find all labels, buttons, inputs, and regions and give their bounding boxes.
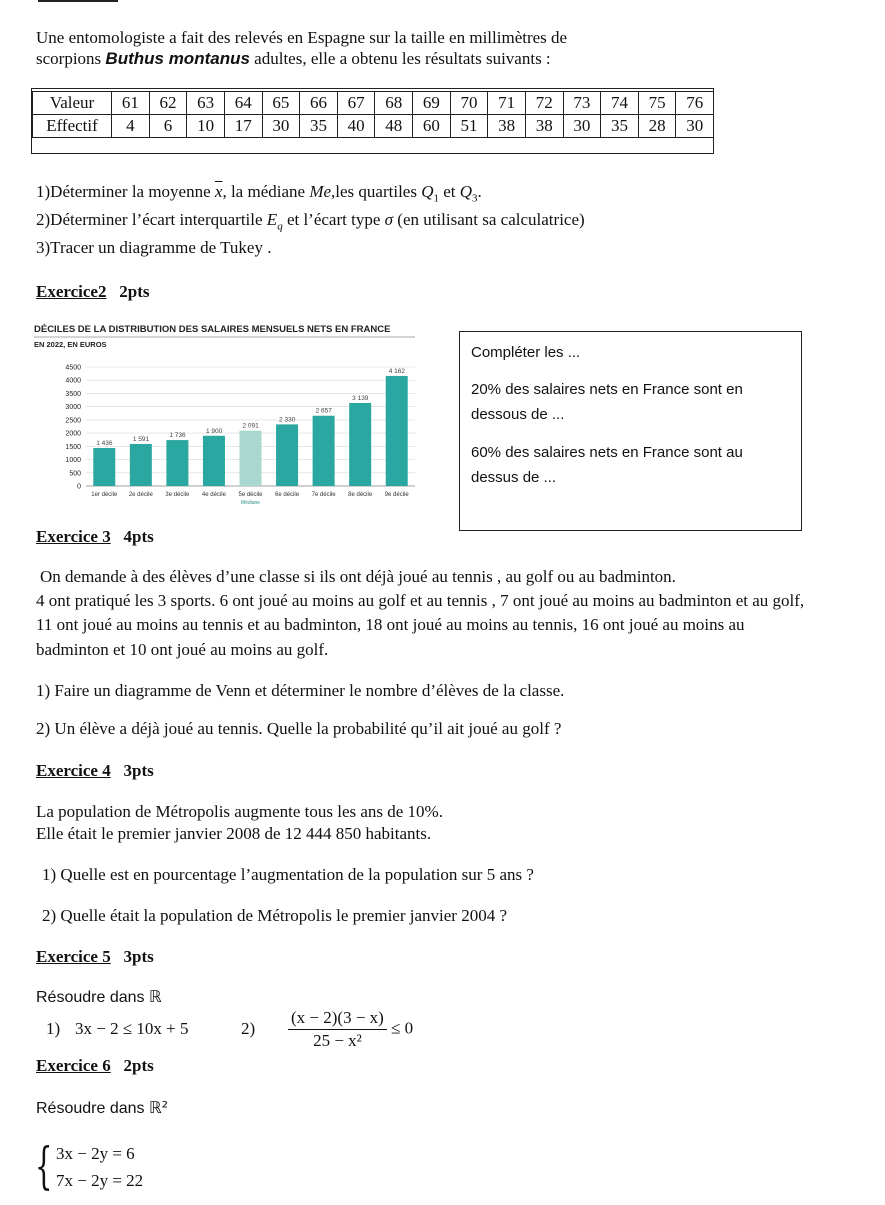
ex4-question-2: 2) Quelle était la population de Métropolis le premier janvier 2004 ?: [42, 906, 507, 925]
table-cell-value: 76: [676, 92, 714, 115]
ex6-intro: Résoudre dans ℝ²: [36, 1098, 169, 1117]
chart-value-label: 2 330: [279, 416, 296, 424]
chart-category-label: 4e décile: [201, 492, 226, 498]
table-cell-value: 74: [601, 92, 639, 115]
ex5-q1-label: 1): [46, 1019, 61, 1038]
box-line-3: 60% des salaires nets en France sont au: [471, 444, 743, 461]
chart-category-label: 7e décile: [311, 492, 336, 498]
chart-bar: [93, 448, 115, 486]
box-line-2: dessous de ...: [471, 406, 565, 423]
chart-category-label: 9e décile: [384, 492, 409, 498]
chart-bar: [313, 416, 335, 486]
ex3-question-1: 1) Faire un diagramme de Venn et déterminer le nombre d’élèves de la classe.: [36, 681, 565, 700]
ex4-paragraph-2: Elle était le premier janvier 2008 de 12 444 850 habitants.: [36, 824, 432, 843]
chart-y-tick-label: 4000: [65, 377, 81, 385]
table-row-counts: [33, 115, 714, 138]
chart-y-tick-label: 3000: [65, 404, 81, 412]
chart-bars: [93, 376, 407, 486]
system-equation-1: 3x − 2y = 6: [56, 1144, 135, 1163]
chart-y-tick-label: 500: [69, 470, 81, 478]
box-line-1: 20% des salaires nets en France sont en: [471, 381, 743, 398]
table-cell-count: 48: [375, 115, 413, 138]
ex3-paragraph-3: 11 ont joué au moins au tennis et au badminton, 18 ont joué au moins au tennis, 16 ont joué au moins au: [36, 615, 745, 634]
ex3-paragraph-4: badminton et 10 ont joué au moins au golf.: [36, 640, 329, 659]
chart-category-label: 2e décile: [128, 492, 153, 498]
mean-symbol: $\overline{x}$: [214, 182, 223, 201]
ex3-paragraph-2: 4 ont pratiqué les 3 sports. 6 ont joué au moins au golf et au tennis , 7 ont joué au moins au badminton et au golf,: [36, 591, 805, 610]
table-cell-value: 61: [112, 92, 150, 115]
chart-value-label: 1 436: [96, 440, 113, 448]
ex1-intro-line2: scorpions Buthus montanus adultes, elle a obtenu les résultats suivants :: [36, 49, 551, 68]
table-cell-value: 65: [262, 92, 300, 115]
fraction-denominator: 25 − x²: [313, 1031, 362, 1050]
table-cell-value: 70: [450, 92, 488, 115]
ex5-q1-inequality: 3x − 2 ≤ 10x + 5: [75, 1019, 189, 1038]
ex5-intro: Résoudre dans ℝ: [36, 987, 162, 1006]
table-cell-value: 64: [224, 92, 262, 115]
ex1-intro-line1: Une entomologiste a fait des relevés en Espagne sur la taille en millimètres de: [36, 28, 568, 47]
fraction-relation: ≤ 0: [391, 1018, 414, 1038]
ex4-paragraph-1: La population de Métropolis augmente tous les ans de 10%.: [36, 802, 443, 821]
ex5-q2-inequality: [288, 1007, 413, 1052]
ex4-heading: Exercice 4 3pts: [36, 761, 154, 780]
ex6-heading: Exercice 6 2pts: [36, 1056, 154, 1075]
table-row-values: [33, 92, 714, 115]
table-cell-count: 6: [149, 115, 187, 138]
table-cell-value: 62: [149, 92, 187, 115]
table-cell-value: 71: [488, 92, 526, 115]
chart-category-label: 8e décile: [348, 492, 373, 498]
data-table-frame: [31, 88, 714, 154]
table-cell-count: 38: [525, 115, 563, 138]
fraction-numerator: (x − 2)(3 − x): [288, 1007, 387, 1030]
chart-bar: [130, 444, 152, 486]
chart-value-label: 1 736: [169, 432, 186, 440]
chart-y-tick-label: 2000: [65, 430, 81, 438]
chart-category-label: 5e décile: [238, 492, 263, 498]
table-cell-value: 69: [413, 92, 451, 115]
table-cell-count: 17: [224, 115, 262, 138]
ex1-question-1: 1)Déterminer la moyenne $\overline{x}$, la médiane Me,les quartiles $Q_1$ et $Q_3$.: [36, 182, 482, 205]
chart-value-label: 2 091: [242, 422, 259, 430]
ex3-heading: Exercice 3 4pts: [36, 527, 154, 546]
ex2-heading: Exercice2 2pts: [36, 282, 150, 301]
chart-bar: [386, 376, 408, 486]
chart-y-tick-label: 3500: [65, 390, 81, 398]
table-cell-count: 30: [563, 115, 601, 138]
chart-value-label: 1 900: [205, 427, 223, 435]
table-cell-count: 51: [450, 115, 488, 138]
table-cell-count: 35: [601, 115, 639, 138]
table-cell-value: 66: [300, 92, 338, 115]
table-cell-count: 28: [638, 115, 676, 138]
table-cell-count: 4: [112, 115, 150, 138]
complete-box: [459, 331, 802, 531]
table-cell-value: 68: [375, 92, 413, 115]
ex1-question-3: 3)Tracer un diagramme de Tukey .: [36, 238, 272, 257]
chart-y-tick-label: 2500: [65, 417, 81, 425]
table-cell-count: 38: [488, 115, 526, 138]
box-title: Compléter les ...: [471, 344, 581, 361]
table-cell-count: 10: [187, 115, 225, 138]
chart-y-tick-label: 1500: [65, 443, 81, 451]
chart-title: DÉCILES DE LA DISTRIBUTION DES SALAIRES MENSUELS NETS EN FRANCE: [34, 324, 391, 335]
chart-bar: [276, 424, 298, 486]
chart-category-label: 3e décile: [165, 492, 190, 498]
table-header-effectif: Effectif: [33, 115, 112, 138]
table-cell-value: 67: [337, 92, 375, 115]
table-cell-value: 73: [563, 92, 601, 115]
chart-value-label: 3 139: [352, 394, 369, 402]
table-header-valeur: Valeur: [33, 92, 112, 115]
chart-bar: [203, 436, 225, 486]
chart-value-label: 1 591: [132, 435, 150, 443]
system-brace: {: [35, 1137, 53, 1195]
chart-subtitle: EN 2022, EN EUROS: [34, 340, 107, 349]
ex5-heading: Exercice 5 3pts: [36, 947, 154, 966]
ex3-question-2: 2) Un élève a déjà joué au tennis. Quelle la probabilité qu’il ait joué au golf ?: [36, 719, 562, 738]
fraction: [288, 1007, 387, 1052]
system-equation-2: 7x − 2y = 22: [56, 1171, 144, 1190]
table-cell-count: 30: [262, 115, 300, 138]
chart-bar: [349, 403, 371, 486]
ex3-paragraph-1: On demande à des élèves d’une classe si ils ont déjà joué au tennis , au golf ou au badminton.: [40, 567, 676, 586]
chart-bar-median: [240, 431, 262, 486]
chart-median-label: Médiane: [240, 500, 261, 506]
table-cell-count: 35: [300, 115, 338, 138]
table-cell-count: 60: [413, 115, 451, 138]
chart-value-label: 4 162: [388, 367, 406, 375]
table-cell-count: 30: [676, 115, 714, 138]
chart-bar: [166, 440, 188, 486]
chart-category-label: 1er décile: [91, 492, 118, 498]
table-cell-value: 75: [638, 92, 676, 115]
ex4-question-1: 1) Quelle est en pourcentage l’augmentation de la population sur 5 ans ?: [42, 865, 534, 884]
top-rule: [38, 0, 118, 2]
table-cell-value: 63: [187, 92, 225, 115]
chart-category-label: 6e décile: [275, 492, 300, 498]
chart-y-tick-label: 4500: [65, 364, 81, 372]
salary-deciles-chart: [30, 322, 450, 512]
chart-value-label: 2 657: [315, 407, 332, 415]
table-cell-count: 40: [337, 115, 375, 138]
ex5-q2-label: 2): [241, 1019, 256, 1038]
table-cell-value: 72: [525, 92, 563, 115]
species-name: Buthus montanus: [105, 49, 250, 68]
ex1-question-2: 2)Déterminer l’écart interquartile $E_q$ et l’écart type σ (en utilisant sa calculatrice): [36, 210, 585, 233]
box-line-4: dessus de ...: [471, 469, 557, 486]
chart-y-tick-label: 0: [77, 483, 81, 491]
chart-y-tick-label: 1000: [65, 457, 81, 465]
data-table: [32, 91, 714, 138]
